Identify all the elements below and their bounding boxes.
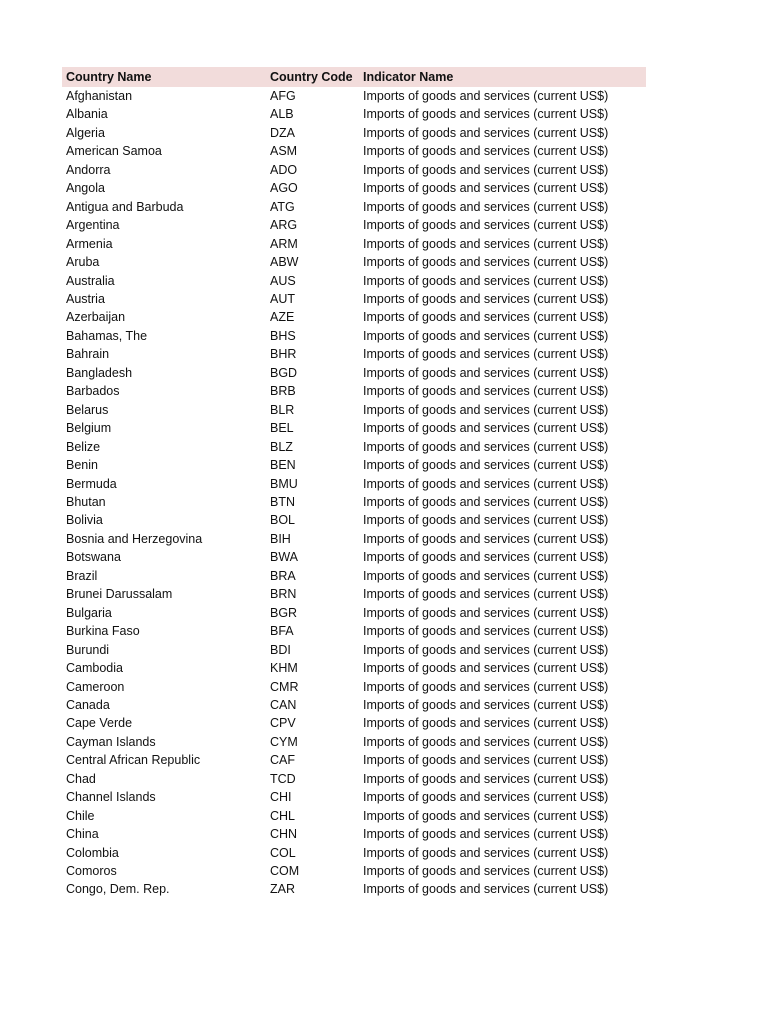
cell-country-code: BHR [270,347,297,362]
cell-indicator-name: Imports of goods and services (current US$) [363,402,609,417]
table-row [62,272,646,290]
table-row [62,419,646,437]
cell-country-name: Comoros [66,864,117,879]
table-row [62,788,646,806]
table-row [62,622,646,640]
cell-indicator-name: Imports of goods and services (current US$) [363,144,609,159]
cell-country-name: Colombia [66,845,119,860]
cell-country-name: Chile [66,808,95,823]
cell-indicator-name: Imports of goods and services (current US$) [363,328,609,343]
table-row [62,198,646,216]
cell-indicator-name: Imports of goods and services (current US$) [363,439,609,454]
table-row [62,253,646,271]
cell-indicator-name: Imports of goods and services (current US$) [363,107,609,122]
cell-country-code: BGD [270,365,298,380]
cell-country-name: Armenia [66,236,113,251]
cell-country-code: ARM [270,236,298,251]
cell-country-code: CHL [270,808,296,823]
cell-indicator-name: Imports of goods and services (current US$) [363,458,609,473]
cell-country-code: BRN [270,587,297,602]
cell-country-name: Andorra [66,162,111,177]
cell-country-code: BRB [270,384,296,399]
cell-country-code: COL [270,845,296,860]
table-row [62,401,646,419]
cell-indicator-name: Imports of goods and services (current US$) [363,624,609,639]
table-row [62,511,646,529]
cell-country-name: Central African Republic [66,753,201,768]
table-row [62,235,646,253]
cell-country-name: Channel Islands [66,790,156,805]
cell-country-code: ALB [270,107,294,122]
cell-country-code: BTN [270,494,295,509]
cell-indicator-name: Imports of goods and services (current US$) [363,236,609,251]
table-row [62,179,646,197]
cell-country-code: ADO [270,162,298,177]
cell-country-code: AGO [270,181,298,196]
table-row [62,142,646,160]
table-row [62,105,646,123]
cell-country-code: BEN [270,458,296,473]
cell-indicator-name: Imports of goods and services (current US$) [363,125,609,140]
cell-indicator-name: Imports of goods and services (current US$) [363,864,609,879]
table-row [62,216,646,234]
cell-indicator-name: Imports of goods and services (current US$) [363,181,609,196]
cell-country-name: Benin [66,458,98,473]
cell-country-code: BMU [270,476,298,491]
cell-country-name: Belgium [66,421,112,436]
cell-country-code: BRA [270,568,296,583]
table-row [62,825,646,843]
cell-indicator-name: Imports of goods and services (current US$) [363,384,609,399]
cell-indicator-name: Imports of goods and services (current US$) [363,513,609,528]
cell-indicator-name: Imports of goods and services (current US$) [363,291,609,306]
cell-country-code: ZAR [270,882,295,897]
cell-country-code: CYM [270,734,298,749]
cell-country-code: CAN [270,697,297,712]
cell-country-name: Antigua and Barbuda [66,199,184,214]
table-row [62,659,646,677]
table-row [62,751,646,769]
cell-country-code: BIH [270,531,291,546]
cell-indicator-name: Imports of goods and services (current US$) [363,716,609,731]
header-indicator-name: Indicator Name [363,70,454,84]
cell-country-code: CAF [270,753,295,768]
cell-country-code: BEL [270,421,294,436]
cell-indicator-name: Imports of goods and services (current US$) [363,199,609,214]
cell-country-name: American Samoa [66,144,162,159]
cell-indicator-name: Imports of goods and services (current US$) [363,568,609,583]
cell-indicator-name: Imports of goods and services (current US$) [363,255,609,270]
cell-indicator-name: Imports of goods and services (current US$) [363,697,609,712]
table-row [62,87,646,105]
table-row [62,807,646,825]
cell-indicator-name: Imports of goods and services (current US$) [363,753,609,768]
cell-country-code: AZE [270,310,295,325]
cell-country-name: Botswana [66,550,121,565]
cell-country-name: Bhutan [66,494,106,509]
cell-country-code: BLZ [270,439,293,454]
table-row [62,161,646,179]
cell-country-name: Austria [66,291,105,306]
cell-country-name: Albania [66,107,108,122]
cell-country-name: Brazil [66,568,98,583]
header-country-code: Country Code [270,70,353,84]
cell-indicator-name: Imports of goods and services (current US$) [363,365,609,380]
cell-indicator-name: Imports of goods and services (current US$) [363,734,609,749]
cell-country-code: CHI [270,790,292,805]
cell-indicator-name: Imports of goods and services (current US$) [363,273,609,288]
cell-country-name: Afghanistan [66,89,133,103]
cell-country-code: AUT [270,291,295,306]
table-row [62,308,646,326]
table-row [62,456,646,474]
cell-country-code: CPV [270,716,296,731]
cell-country-code: ARG [270,218,298,233]
cell-indicator-name: Imports of goods and services (current US$) [363,808,609,823]
table-row [62,548,646,566]
table-row [62,327,646,345]
cell-country-name: Barbados [66,384,120,399]
data-sheet [62,67,646,899]
table-row [62,844,646,862]
cell-indicator-name: Imports of goods and services (current US$) [363,790,609,805]
table-row [62,733,646,751]
table-row [62,475,646,493]
table-row [62,678,646,696]
cell-country-code: ASM [270,144,298,159]
cell-country-name: Angola [66,181,105,196]
cell-indicator-name: Imports of goods and services (current US$) [363,310,609,325]
cell-country-name: Argentina [66,218,120,233]
cell-indicator-name: Imports of goods and services (current US$) [363,771,609,786]
table-row [62,880,646,898]
header-country-name: Country Name [66,70,152,84]
table-header [62,67,646,87]
cell-country-name: Bulgaria [66,605,112,620]
cell-indicator-name: Imports of goods and services (current US$) [363,421,609,436]
table-row [62,345,646,363]
cell-country-name: Brunei Darussalam [66,587,173,602]
cell-country-name: Congo, Dem. Rep. [66,882,170,897]
cell-indicator-name: Imports of goods and services (current US$) [363,347,609,362]
cell-country-code: KHM [270,661,298,676]
cell-country-name: Bangladesh [66,365,133,380]
cell-indicator-name: Imports of goods and services (current US$) [363,605,609,620]
cell-country-code: AFG [270,89,296,103]
cell-indicator-name: Imports of goods and services (current US$) [363,550,609,565]
cell-indicator-name: Imports of goods and services (current US$) [363,661,609,676]
cell-country-code: CMR [270,679,299,694]
cell-country-name: Belize [66,439,101,454]
table-row [62,770,646,788]
cell-indicator-name: Imports of goods and services (current US$) [363,882,609,897]
cell-country-name: Bermuda [66,476,117,491]
table-row [62,382,646,400]
cell-country-name: Bolivia [66,513,103,528]
cell-country-name: China [66,827,99,842]
cell-country-name: Cape Verde [66,716,133,731]
cell-indicator-name: Imports of goods and services (current US$) [363,494,609,509]
cell-country-name: Cambodia [66,661,123,676]
table-row [62,696,646,714]
cell-indicator-name: Imports of goods and services (current US$) [363,845,609,860]
table-row [62,862,646,880]
table-row [62,124,646,142]
table-row [62,493,646,511]
cell-country-name: Aruba [66,255,100,270]
cell-country-name: Bahrain [66,347,110,362]
cell-country-code: ATG [270,199,295,214]
cell-country-name: Burundi [66,642,110,657]
cell-country-name: Cameroon [66,679,125,694]
cell-country-name: Belarus [66,402,109,417]
cell-country-code: BDI [270,642,291,657]
table-row [62,641,646,659]
cell-country-code: BOL [270,513,296,528]
cell-country-code: BLR [270,402,295,417]
cell-country-name: Canada [66,697,110,712]
cell-country-code: DZA [270,125,295,140]
cell-indicator-name: Imports of goods and services (current US$) [363,89,609,103]
cell-indicator-name: Imports of goods and services (current US$) [363,587,609,602]
cell-indicator-name: Imports of goods and services (current US$) [363,476,609,491]
cell-country-code: TCD [270,771,296,786]
cell-country-code: BGR [270,605,298,620]
cell-country-name: Australia [66,273,115,288]
cell-country-code: BFA [270,624,294,639]
cell-country-name: Algeria [66,125,105,140]
cell-country-name: Azerbaijan [66,310,126,325]
cell-country-name: Bahamas, The [66,328,148,343]
cell-country-code: CHN [270,827,298,842]
table-row [62,567,646,585]
cell-indicator-name: Imports of goods and services (current US$) [363,642,609,657]
table-row [62,364,646,382]
cell-indicator-name: Imports of goods and services (current US$) [363,531,609,546]
cell-country-name: Chad [66,771,96,786]
cell-country-name: Cayman Islands [66,734,156,749]
cell-indicator-name: Imports of goods and services (current US$) [363,679,609,694]
table-body [62,87,646,899]
cell-country-name: Burkina Faso [66,624,140,639]
cell-country-code: AUS [270,273,296,288]
table-row [62,530,646,548]
table-row [62,585,646,603]
cell-indicator-name: Imports of goods and services (current US$) [363,162,609,177]
table-row [62,438,646,456]
cell-country-code: ABW [270,255,299,270]
cell-indicator-name: Imports of goods and services (current US$) [363,827,609,842]
table-row [62,604,646,622]
cell-country-name: Bosnia and Herzegovina [66,531,203,546]
table-row [62,290,646,308]
cell-country-code: BHS [270,328,296,343]
table-row [62,714,646,732]
cell-indicator-name: Imports of goods and services (current US$) [363,218,609,233]
cell-country-code: COM [270,864,300,879]
cell-country-code: BWA [270,550,299,565]
